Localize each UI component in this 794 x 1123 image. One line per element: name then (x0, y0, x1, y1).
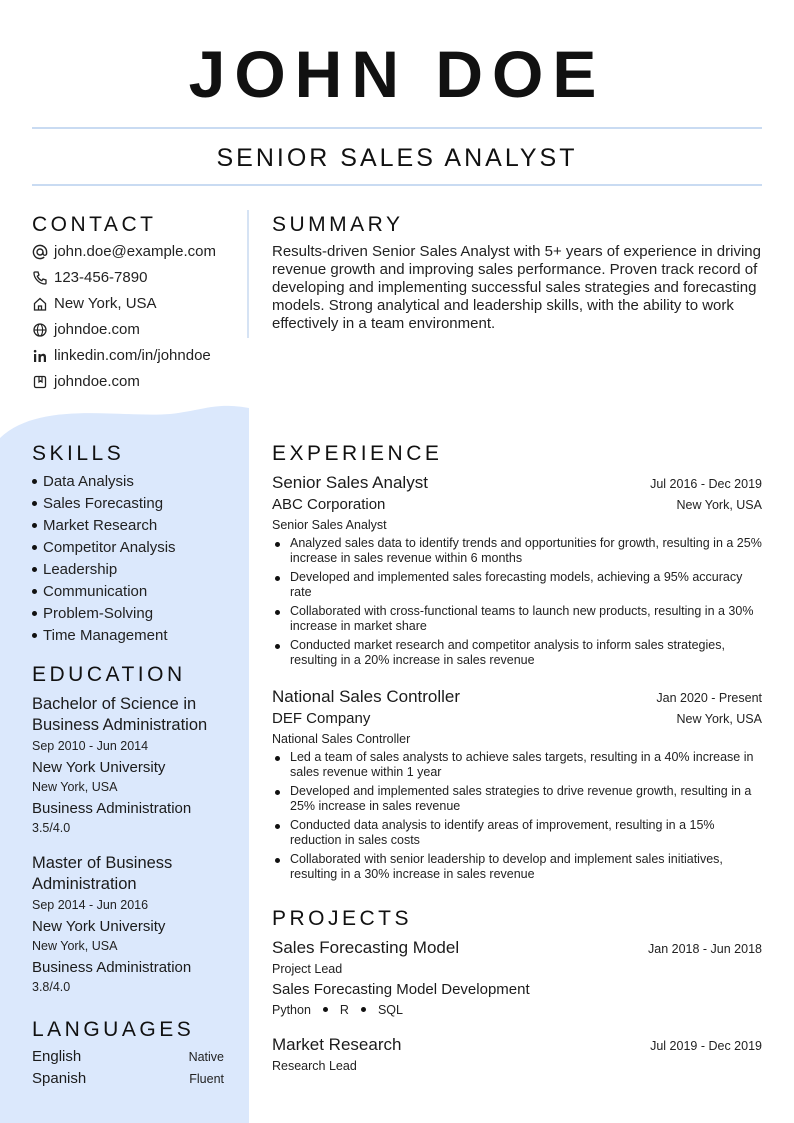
bullet-icon (32, 479, 37, 484)
project-role: Research Lead (272, 1059, 357, 1073)
contact-location (32, 294, 157, 314)
project-dates: Jan 2018 - Jun 2018 (648, 942, 762, 956)
job-entry-title: Senior Sales Analyst (272, 473, 428, 492)
job-entry-bullets (272, 750, 762, 882)
skill-item: Leadership (32, 560, 117, 580)
language-row (32, 1048, 224, 1065)
list-item: Developed and implemented sales forecasting models, achieving a 95% accuracy rate (272, 570, 762, 600)
job-entry-dates: Jul 2016 - Dec 2019 (650, 477, 762, 491)
contact-phone-text: 123-456-7890 (54, 269, 148, 286)
bullet-icon (32, 589, 37, 594)
education-location: New York, USA (32, 780, 118, 794)
list-item: Analyzed sales data to identify trends and opportunities for growth, resulting in a 25% increase in sales revenue within 6 months (272, 536, 762, 566)
list-item: Collaborated with cross-functional teams to launch new products, resulting in a 30% increase in market share (272, 604, 762, 634)
job-entry-bullets (272, 536, 762, 668)
bullet-icon (32, 523, 37, 528)
language-name: English (32, 1048, 82, 1065)
bullet-icon (32, 611, 37, 616)
experience-entry (272, 686, 762, 886)
header-top-rule (32, 127, 762, 129)
project-dates: Jul 2019 - Dec 2019 (650, 1039, 762, 1053)
bullet-icon (32, 501, 37, 506)
contact-website-text: johndoe.com (54, 321, 140, 338)
language-level: Native (188, 1050, 224, 1064)
bullet-icon (275, 576, 280, 581)
project-tool: SQL (377, 1003, 403, 1017)
skills-heading: SKILLS (32, 442, 125, 465)
education-dates: Sep 2014 - Jun 2016 (32, 898, 149, 912)
contact-heading: CONTACT (32, 213, 157, 236)
contact-portfolio-text: johndoe.com (54, 373, 140, 390)
contact-email[interactable] (32, 242, 216, 262)
linkedin-icon (32, 348, 48, 364)
skill-item: Competitor Analysis (32, 538, 176, 558)
at-icon (32, 244, 48, 260)
list-item: Conducted data analysis to identify areas of improvement, resulting in a 15% reduction in sales costs (272, 818, 762, 848)
education-degree: Master of Business Administration (32, 854, 173, 893)
experience-heading: EXPERIENCE (272, 442, 443, 465)
education-gpa: 3.5/4.0 (32, 821, 71, 835)
column-divider (247, 210, 249, 338)
skill-item: Problem-Solving (32, 604, 153, 624)
projects-heading: PROJECTS (272, 907, 413, 930)
bullet-icon (275, 824, 280, 829)
project-tools (272, 1001, 762, 1019)
language-name: Spanish (32, 1070, 87, 1087)
bullet-icon (361, 1007, 366, 1012)
contact-phone[interactable] (32, 268, 147, 288)
list-item: Conducted market research and competitor analysis to inform sales strategies, resulting in a 20% increase in sales revenue (272, 638, 762, 668)
job-entry-location: New York, USA (676, 712, 762, 726)
contact-email-text: john.doe@example.com (54, 243, 216, 260)
language-level: Fluent (189, 1072, 224, 1086)
education-location: New York, USA (32, 939, 118, 953)
education-degree: Bachelor of Science in Business Administration (32, 695, 208, 734)
contact-linkedin[interactable] (32, 346, 211, 366)
job-entry-company: ABC Corporation (272, 496, 386, 513)
list-item: Led a team of sales analysts to achieve sales targets, resulting in a 40% increase in sales revenue within 1 year (272, 750, 762, 780)
job-entry-role: National Sales Controller (272, 732, 411, 746)
project-entry (272, 1034, 762, 1076)
project-tool: R (339, 1003, 349, 1017)
skill-item: Time Management (32, 626, 168, 646)
bullet-icon (323, 1007, 328, 1012)
bullet-icon (275, 756, 280, 761)
phone-icon (32, 270, 48, 286)
list-item: Developed and implemented sales strategies to drive revenue growth, resulting in a 25% increase in sales revenue (272, 784, 762, 814)
bullet-icon (275, 542, 280, 547)
bullet-icon (275, 644, 280, 649)
portfolio-icon (32, 374, 48, 390)
project-title: Sales Forecasting Model (272, 938, 460, 957)
header-bottom-rule (32, 184, 762, 186)
list-item: Collaborated with senior leadership to develop and implement sales initiatives, resulting in a 30% increase in sales revenue (272, 852, 762, 882)
globe-icon (32, 322, 48, 338)
skill-item: Data Analysis (32, 472, 134, 492)
skill-item: Sales Forecasting (32, 494, 163, 514)
experience-entry (272, 472, 762, 672)
job-entry-location: New York, USA (676, 498, 762, 512)
home-icon (32, 296, 48, 312)
job-entry-dates: Jan 2020 - Present (656, 691, 762, 705)
job-entry-title: National Sales Controller (272, 687, 461, 706)
bullet-icon (275, 858, 280, 863)
bullet-icon (275, 610, 280, 615)
project-title: Market Research (272, 1035, 402, 1054)
job-entry-role: Senior Sales Analyst (272, 518, 387, 532)
education-school: New York University (32, 918, 166, 935)
education-school: New York University (32, 759, 166, 776)
bullet-icon (32, 633, 37, 638)
skill-item: Communication (32, 582, 147, 602)
languages-heading: LANGUAGES (32, 1018, 195, 1041)
project-tool: Python (272, 1003, 311, 1017)
education-dates: Sep 2010 - Jun 2014 (32, 739, 149, 753)
education-field: Business Administration (32, 800, 192, 817)
education-gpa: 3.8/4.0 (32, 980, 71, 994)
project-subtitle: Sales Forecasting Model Development (272, 981, 530, 998)
education-field: Business Administration (32, 959, 192, 976)
job-entry-company: DEF Company (272, 710, 371, 727)
bullet-icon (32, 567, 37, 572)
education-heading: EDUCATION (32, 663, 186, 686)
project-role: Project Lead (272, 962, 343, 976)
skill-item: Market Research (32, 516, 157, 536)
summary-heading: SUMMARY (272, 213, 404, 236)
summary-text: Results-driven Senior Sales Analyst with 5+ years of experience in driving revenue growth and improving sales performance. Proven track record of developing and implementing successful sales strategies and forecasting models. Strong analytical and leadership skills, with the ability to work effectively in a team environment. (272, 243, 761, 332)
language-row (32, 1070, 224, 1087)
candidate-name: JOHN DOE (188, 37, 606, 111)
bullet-icon (275, 790, 280, 795)
contact-website[interactable] (32, 320, 140, 340)
job-title: SENIOR SALES ANALYST (216, 144, 578, 172)
contact-linkedin-text: linkedin.com/in/johndoe (54, 347, 211, 364)
contact-portfolio[interactable] (32, 372, 140, 392)
project-entry (272, 937, 762, 1019)
contact-location-text: New York, USA (54, 295, 157, 312)
bullet-icon (32, 545, 37, 550)
